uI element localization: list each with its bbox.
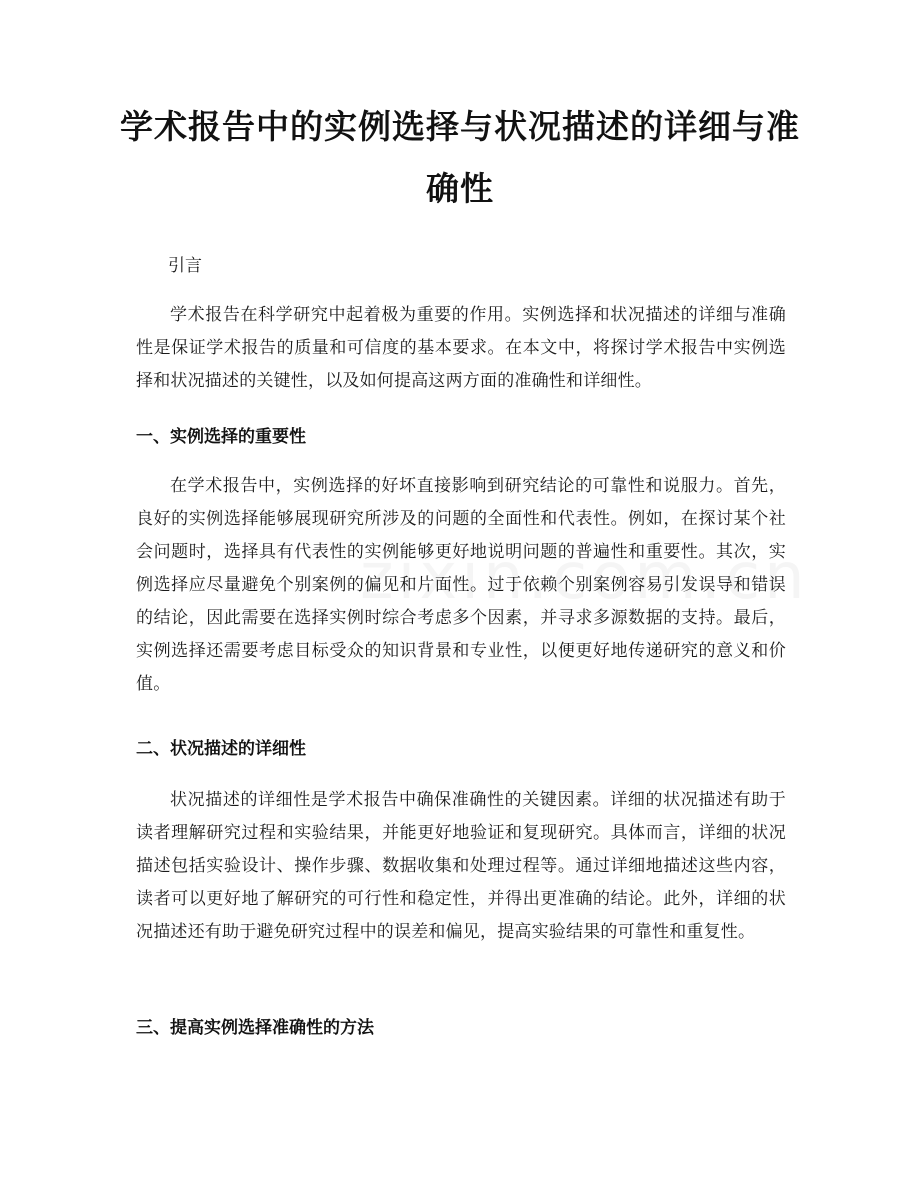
document-title: 学术报告中的实例选择与状况描述的详细与准确性 [120, 107, 800, 208]
intro-label: 引言 [168, 256, 202, 276]
section-paragraph-2: 状况描述的详细性是学术报告中确保准确性的关键因素。详细的状况描述有助于读者理解研究过程和实验结果，并能更好地验证和复现研究。具体而言，详细的状况描述包括实验设计、操作步骤、数据收集和处理过程等。通过详细地描述这些内容，读者可以更好地了解研究的可行性和稳定性，并得出更准确的结论。此外，详细的状况描述还有助于避免研究过程中的误差和偏见，提高实验结果的可靠性和重复性。 [136, 790, 786, 942]
section-paragraph-1: 在学术报告中，实例选择的好坏直接影响到研究结论的可靠性和说服力。首先，良好的实例选择能够展现研究所涉及的问题的全面性和代表性。例如，在探讨某个社会问题时，选择具有代表性的实例能够更好地说明问题的普遍性和重要性。其次，实例选择应尽量避免个别案例的偏见和片面性。过于依赖个别案例容易引发误导和错误的结论，因此需要在选择实例时综合考虑多个因素，并寻求多源数据的支持。最后，实例选择还需要考虑目标受众的知识背景和专业性，以便更好地传递研究的意义和价值。 [136, 476, 786, 694]
intro-paragraph: 学术报告在科学研究中起着极为重要的作用。实例选择和状况描述的详细与准确性是保证学术报告的质量和可信度的基本要求。在本文中，将探讨学术报告中实例选择和状况描述的关键性，以及如何提高这两方面的准确性和详细性。 [136, 305, 786, 391]
section-heading-1: 一、实例选择的重要性 [136, 427, 306, 447]
section-heading-2: 二、状况描述的详细性 [136, 739, 306, 759]
section-heading-3: 三、提高实例选择准确性的方法 [136, 1018, 374, 1038]
